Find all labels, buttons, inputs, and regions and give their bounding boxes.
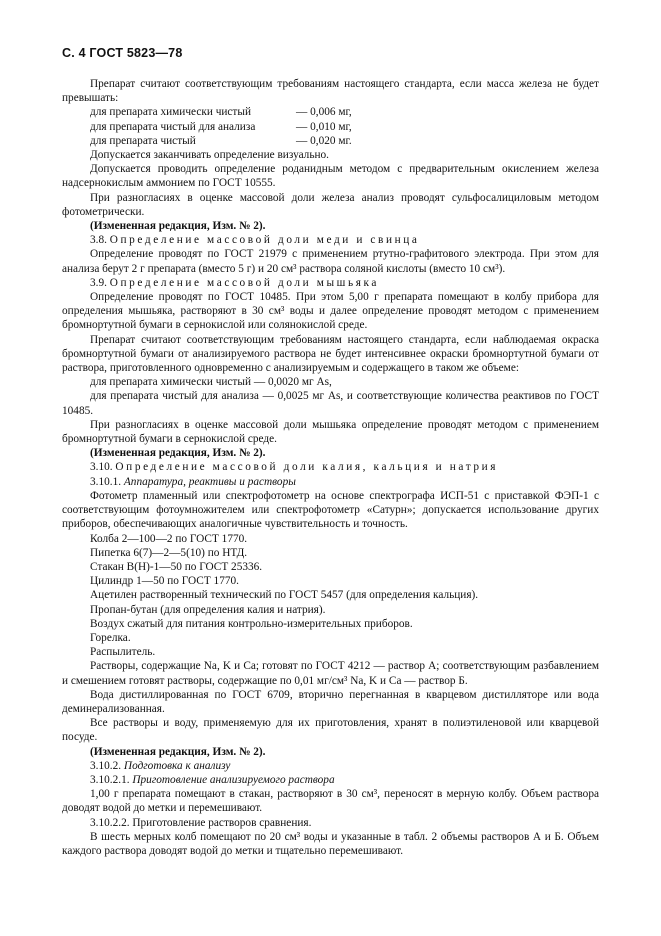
edition-note: (Измененная редакция, Изм. № 2). bbox=[90, 447, 266, 460]
section-3-10-2-1-heading: 3.10.2.1. Приготовление анализируемого раствора bbox=[90, 773, 335, 786]
iron-limit-row: для препарата химически чистый — 0,006 мг, bbox=[90, 106, 352, 119]
solutions-text: Растворы, содержащие Na, K и Ca; готовят по ГОСТ 4212 — раствор А; соответствующим разбавлением и смешением готовят растворы, содержащие по 0,01 мг/см³ Na, K и Ca — раствор Б. bbox=[62, 660, 599, 687]
section-3-10-2-2-text: В шесть мерных колб помещают по 20 см³ воды и указанные в табл. 2 объемы растворов А и Б. Объем каждого раствора доводят водой до метки и тщательно перемешивают. bbox=[62, 830, 599, 857]
section-3-9-text2: Препарат считают соответствующим требованиям настоящего стандарта, если наблюдаемая окраска бромнортутной бумаги от анализируемого раствора не будет интенсивнее окраски бромнортутной бумаги от раствора, приготовленного одновременно с анализируемым и содержащего в таком же объеме: bbox=[62, 333, 599, 375]
document-body bbox=[62, 77, 599, 858]
section-3-10-1-heading: 3.10.1. Аппаратура, реактивы и растворы bbox=[90, 475, 296, 488]
arsenic-dispute: При разногласиях в оценке массовой доли мышьяка определение проводят методом с применением бромнортутной бумаги в сернокислой среде. bbox=[62, 418, 599, 446]
iron-limit-row: для препарата чистый для анализа — 0,010 мг, bbox=[90, 120, 352, 133]
photometer-text: Фотометр пламенный или спектрофотометр на основе спектрографа ИСП-51 с приставкой ФЭП-1 с соответствующим фотоумножителем или спектрофотометр «Сатурн»; допускается использование других приборов, обеспечивающих аналогичные чувствительность и точность. bbox=[62, 489, 599, 531]
iron-visual: Допускается заканчивать определение визуально. bbox=[90, 149, 329, 162]
equipment-item: Распылитель. bbox=[90, 646, 156, 659]
iron-rhodanide: Допускается проводить определение роданидным методом с предварительным окислением железа надсернокислым аммонием по ГОСТ 10555. bbox=[62, 163, 599, 190]
section-3-10-2-heading: 3.10.2. Подготовка к анализу bbox=[90, 759, 231, 772]
iron-intro: Препарат считают соответствующим требованиям настоящего стандарта, если масса железа не будет превышать: bbox=[62, 78, 599, 105]
equipment-item: Стакан В(Н)-1—50 по ГОСТ 25336. bbox=[90, 560, 263, 573]
edition-note: (Измененная редакция, Изм. № 2). bbox=[90, 220, 266, 233]
equipment-item: Пропан-бутан (для определения калия и натрия). bbox=[90, 603, 326, 616]
equipment-item: Ацетилен растворенный технический по ГОСТ 5457 (для определения кальция). bbox=[90, 589, 479, 602]
arsenic-limit-2: для препарата чистый для анализа — 0,0025 мг As, и соответствующие количества реактивов по ГОСТ 10485. bbox=[62, 390, 599, 417]
storage-text: Все растворы и воду, применяемую для их приготовления, хранят в полиэтиленовой или кварцевой посуде. bbox=[62, 717, 599, 744]
section-3-8-heading: 3.8. Определение массовой доли меди и свинца bbox=[90, 234, 420, 247]
equipment-item: Цилиндр 1—50 по ГОСТ 1770. bbox=[90, 575, 239, 588]
section-3-9-text1: Определение проводят по ГОСТ 10485. При этом 5,00 г препарата помещают в колбу прибора для определения мышьяка, растворяют в 30 см³ воды и далее определение проводят методом с применением бромнортутной бумаги в сернокислой или солянокислой среде. bbox=[62, 291, 599, 332]
equipment-item: Воздух сжатый для питания контрольно-измерительных приборов. bbox=[90, 617, 413, 630]
equipment-item: Горелка. bbox=[90, 631, 131, 644]
water-text: Вода дистиллированная по ГОСТ 6709, вторично перегнанная в кварцевом дистилляторе или вода деминерализованная. bbox=[62, 688, 599, 715]
section-3-10-2-1-text: 1,00 г препарата помещают в стакан, растворяют в 30 см³, переносят в мерную колбу. Объем раствора доводят водой до метки и перемешивают. bbox=[62, 788, 599, 815]
arsenic-limit-1: для препарата химически чистый — 0,0020 мг As, bbox=[90, 376, 332, 389]
iron-limit-row: для препарата чистый — 0,020 мг. bbox=[90, 134, 352, 147]
page-header: С. 4 ГОСТ 5823—78 bbox=[62, 46, 183, 60]
equipment-item: Пипетка 6(7)—2—5(10) по НТД. bbox=[90, 546, 248, 559]
section-3-10-heading: 3.10. Определение массовой доли калия, кальция и натрия bbox=[90, 461, 499, 474]
section-3-8-text: Определение проводят по ГОСТ 21979 с применением ртутно-графитового электрода. При этом для анализа берут 2 г препарата (вместо 5 г) и 20 см³ раствора соляной кислоты (вместо 10 см³). bbox=[62, 248, 599, 275]
edition-note: (Измененная редакция, Изм. № 2). bbox=[90, 745, 266, 758]
section-3-10-2-2-heading: 3.10.2.2. Приготовление растворов сравнения. bbox=[90, 816, 312, 829]
iron-dispute: При разногласиях в оценке массовой доли железа анализ проводят сульфосалициловым методом фотометрически. bbox=[62, 191, 599, 218]
equipment-item: Колба 2—100—2 по ГОСТ 1770. bbox=[90, 532, 248, 545]
section-3-9-heading: 3.9. Определение массовой доли мышьяка bbox=[90, 276, 380, 289]
